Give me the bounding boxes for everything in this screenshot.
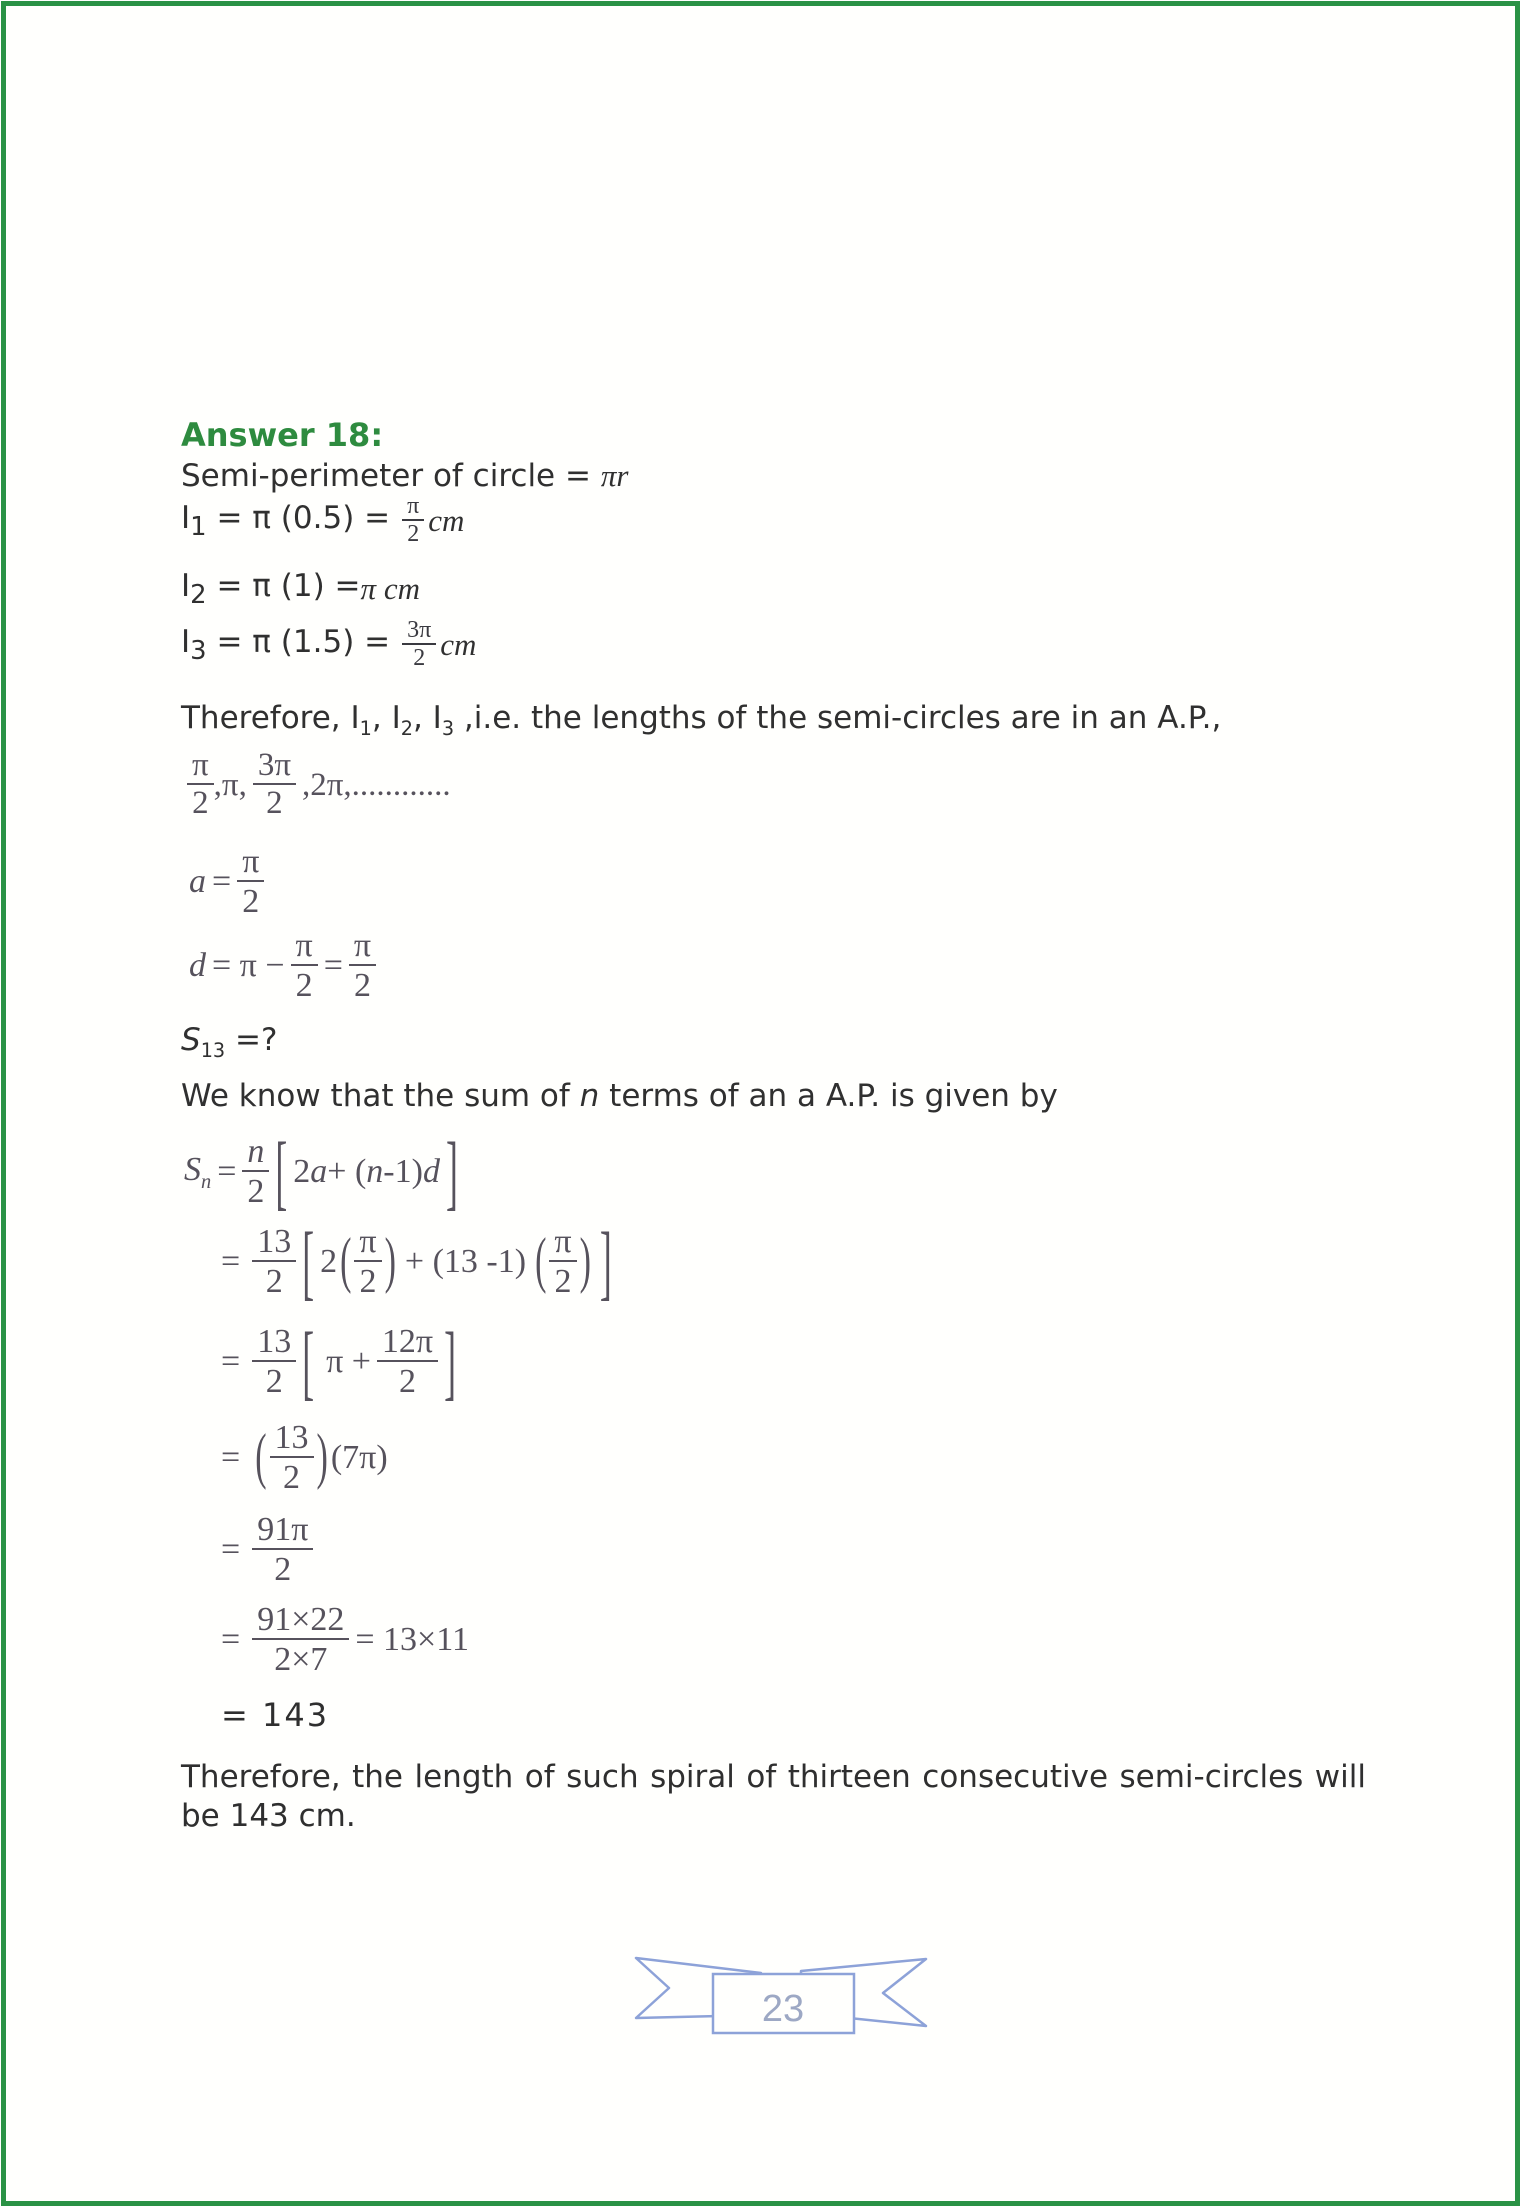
d-variable: d: [189, 947, 206, 985]
left-bracket: [: [275, 1125, 288, 1220]
l2-tail: π cm: [360, 571, 420, 607]
equation-l2: [181, 568, 420, 610]
right-bracket: ]: [445, 1125, 458, 1220]
l3-middle: = π (1.5) =: [206, 624, 391, 661]
ap-series-line: [187, 748, 451, 823]
l1-subscript: 1: [190, 512, 207, 543]
l1-middle: = π (0.5) =: [206, 500, 391, 537]
derivation-step-5: = $\frac{91\pi}{2}$: [221, 1512, 313, 1589]
therefore-ap-line: Therefore, $I_1$, $I_2$, $I_3$ ,i.e. the lengths of the semi-circles are in an A.P.,: [181, 700, 1222, 741]
step1-fraction: $\frac{n}{2}$: [242, 1134, 269, 1211]
semi-perimeter-line: [181, 456, 628, 496]
page-number-text: 23: [761, 1988, 805, 2030]
right-paren: ): [579, 1227, 591, 1296]
equation-l1: [181, 494, 464, 549]
derivation-step-6: = $\frac{91\times 22}{2\times 7}$ = 13×11: [221, 1601, 469, 1678]
l1-symbol: I: [181, 500, 191, 537]
right-bracket: ]: [599, 1215, 612, 1310]
sn-symbol: S: [184, 1150, 201, 1188]
page-number-ribbon: [631, 1951, 931, 2043]
derivation-step-4: = ( $\frac{13}{2}$ ) (7π): [221, 1419, 388, 1496]
l1-fraction: $\frac{\pi}{2}$: [402, 494, 424, 549]
step3-fraction: $\frac{13}{2}$: [252, 1324, 296, 1401]
semi-perimeter-text: Semi-perimeter of circle =: [181, 458, 601, 494]
final-result: = 143: [221, 1696, 330, 1734]
left-paren: (: [535, 1227, 547, 1296]
step2-inner-fraction-2: $\frac{\pi}{2}$: [549, 1224, 576, 1301]
d-fraction-2: $\frac{\pi}{2}$: [349, 928, 376, 1005]
right-paren: ): [316, 1423, 328, 1492]
answer-heading: Answer 18:: [181, 416, 384, 454]
right-bracket: ]: [444, 1315, 456, 1410]
left-paren: (: [340, 1227, 352, 1296]
common-difference-equation: d = π − $\frac{\pi}{2}$ = $\frac{\pi}{2}$: [189, 928, 376, 1005]
l2-symbol: I: [181, 568, 191, 604]
l2-subscript: 2: [190, 580, 207, 611]
step3-inner-fraction: $\frac{12\pi}{2}$: [377, 1324, 438, 1401]
derivation-step-3: = $\frac{13}{2}$ [ π + $\frac{12\pi}{2}$ ]: [221, 1324, 462, 1401]
series-fraction-1: $\frac{\pi}{2}$: [187, 748, 214, 823]
semi-perimeter-math: πr: [600, 458, 629, 493]
l1-unit: cm: [428, 503, 465, 539]
n-variable: n: [579, 1078, 600, 1114]
l3-fraction: $\frac{3\pi}{2}$: [402, 618, 436, 673]
document-page: [1, 1, 1520, 2206]
a-fraction: $\frac{\pi}{2}$: [237, 844, 264, 921]
step6-fraction: $\frac{91\times 22}{2\times 7}$: [252, 1602, 349, 1679]
l3-unit: cm: [440, 627, 477, 663]
series-fraction-2: $\frac{3\pi}{2}$: [253, 748, 296, 823]
step2-inner-fraction-1: $\frac{\pi}{2}$: [354, 1224, 381, 1301]
s13-question-line: $S_{13}$ =?: [181, 1022, 278, 1063]
l3-symbol: I: [181, 624, 191, 661]
series-middle-2: ,2π,............: [302, 766, 451, 803]
we-know-line: We know that the sum of n terms of an a A.P. is given by: [181, 1078, 1058, 1114]
l3-subscript: 3: [190, 636, 207, 667]
left-bracket: [: [302, 1315, 315, 1410]
first-term-equation: a = $\frac{\pi}{2}$: [189, 844, 264, 921]
l2-middle: = π (1) =: [206, 568, 361, 604]
conclusion-paragraph: Therefore, the length of such spiral of thirteen consecutive semi-circles will be 143 cm.: [181, 1759, 1366, 1834]
a-variable: a: [189, 863, 206, 901]
left-bracket: [: [302, 1215, 315, 1310]
right-paren: ): [384, 1227, 396, 1296]
step4-fraction: $\frac{13}{2}$: [270, 1420, 314, 1497]
derivation-step-2: = $\frac{13}{2}$ [ 2 ( $\frac{\pi}{2}$ ) + (13 -1) ( $\frac{\pi}{2}$ ) ]: [221, 1224, 618, 1301]
derivation-step-1: $S_n$ = $\frac{n}{2}$ [ 2 a + ( n -1) d ]: [184, 1134, 464, 1211]
equation-l3: [181, 618, 476, 673]
d-fraction-1: $\frac{\pi}{2}$: [291, 928, 318, 1005]
left-paren: (: [255, 1423, 267, 1492]
step5-fraction: $\frac{91\pi}{2}$: [252, 1512, 313, 1589]
series-middle-1: ,π,: [213, 766, 247, 803]
step2-fraction: $\frac{13}{2}$: [252, 1224, 296, 1301]
